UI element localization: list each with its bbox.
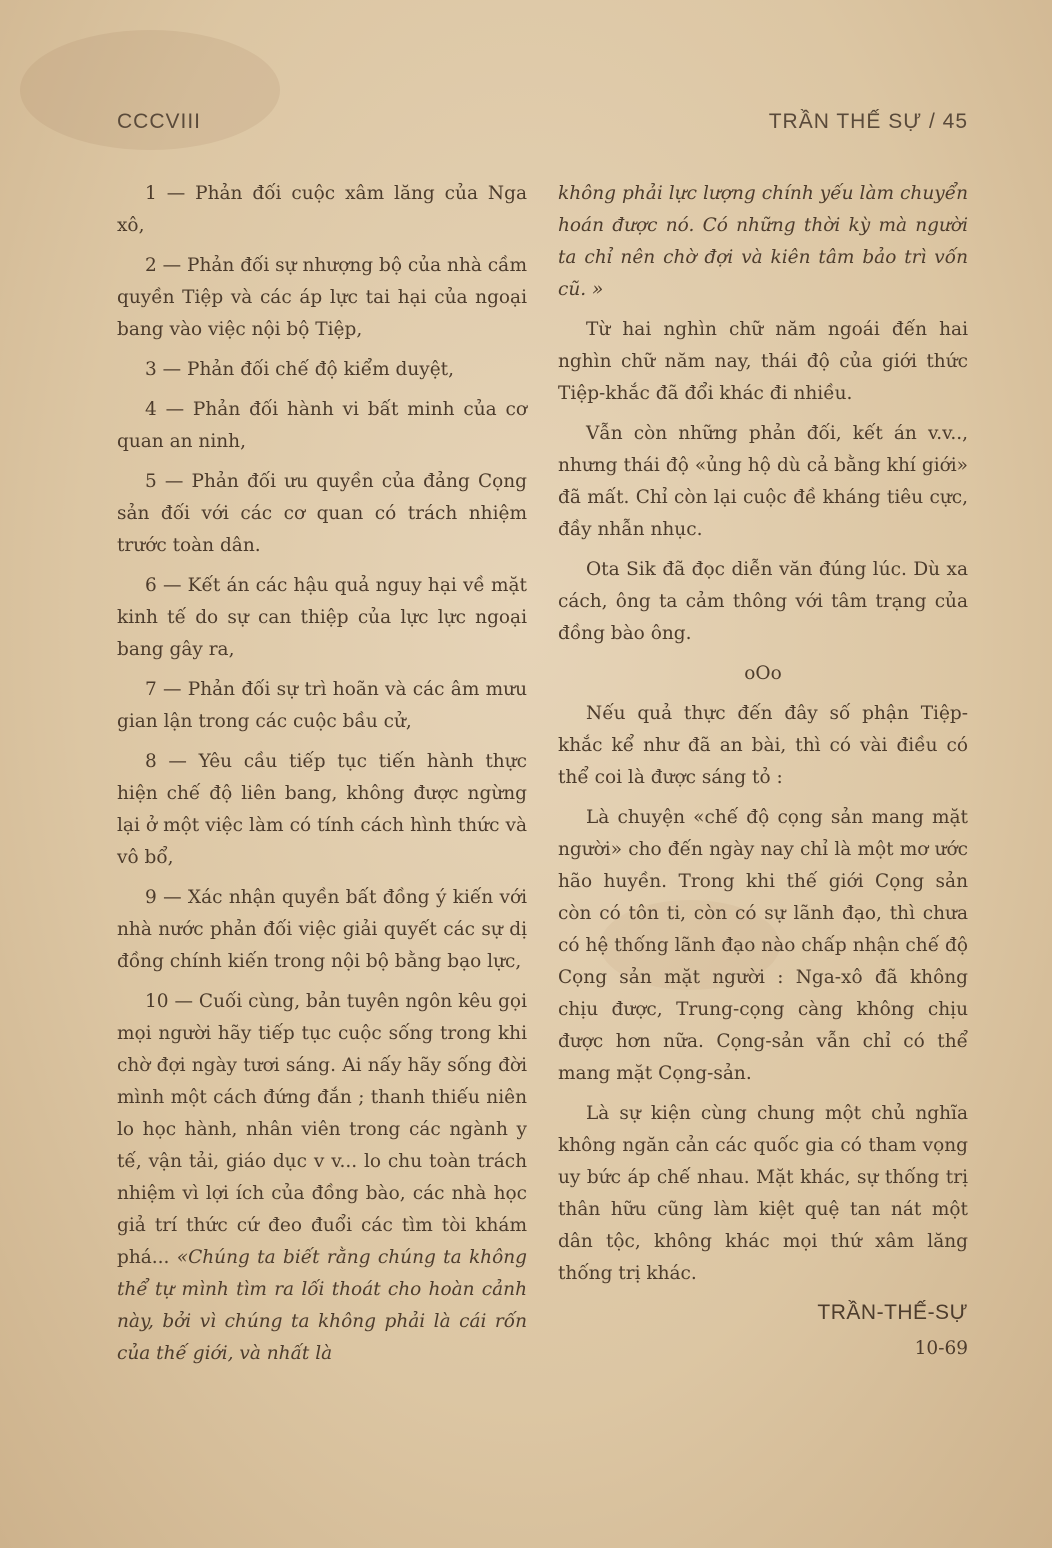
paragraph: Từ hai nghìn chữ năm ngoái đến hai nghìn chữ năm nay, thái độ của giới thức Tiệp-khắc đã đổi khác đi nhiều. xyxy=(558,319,968,404)
paragraph-text: 10 — Cuối cùng, bản tuyên ngôn kêu gọi mọi người hãy tiếp tục cuộc sống trong khi chờ đợi ngày tươi sáng. Ai nấy hãy sống đời mình một cách đứng đắn ; thanh thiếu niên lo học hành, nhân viên trong các ngành y tế, vận tải, giáo dục v v... lo chu toàn trách nhiệm vì lợi ích của đồng bào, các nhà học giả trí thức cứ đeo đuổi các tìm tòi khám phá... xyxy=(117,991,527,1268)
paragraph: 8 — Yêu cầu tiếp tục tiến hành thực hiện chế độ liên bang, không được ngừng lại ở một việc làm có tính cách hình thức và vô bổ, xyxy=(117,751,527,868)
paragraph: 6 — Kết án các hậu quả nguy hại về mặt kinh tế do sự can thiệp của lực lực ngoại bang gây ra, xyxy=(117,575,527,660)
page-header-right: TRẦN THẾ SỰ / 45 xyxy=(768,110,968,133)
italic-paragraph: không phải lực lượng chính yếu làm chuyển hoán được nó. Có những thời kỳ mà người ta chỉ nên chờ đợi và kiên tâm bảo trì vốn cũ. » xyxy=(558,183,968,300)
paragraph: Ota Sik đã đọc diễn văn đúng lúc. Dù xa cách, ông ta cảm thông với tâm trạng của đồng bào ông. xyxy=(558,559,968,644)
date-line: 10-69 xyxy=(914,1338,968,1359)
quoted-italic-text: «Chúng ta biết rằng chúng ta không thể tự mình tìm ra lối thoát cho hoàn cảnh này, bởi vì chúng ta không phải là cái rốn của thế giới, và nhất là xyxy=(117,1247,527,1364)
paragraph: Vẫn còn những phản đối, kết án v.v.., nhưng thái độ «ủng hộ dù cả bằng khí giới» đã mất. Chỉ còn lại cuộc đề kháng tiêu cực, đầy nhẫn nhục. xyxy=(558,423,968,540)
paragraph xyxy=(117,986,527,1370)
author-signature: TRẦN-THẾ-SỰ xyxy=(817,1301,968,1324)
paragraph: 1 — Phản đối cuộc xâm lăng của Nga xô, xyxy=(117,183,527,236)
section-separator: oOo xyxy=(744,663,782,684)
right-column xyxy=(558,178,968,1370)
paragraph: 2 — Phản đối sự nhượng bộ của nhà cầm quyền Tiệp và các áp lực tai hại của ngoại bang vào việc nội bộ Tiệp, xyxy=(117,255,528,340)
paragraph: Là sự kiện cùng chung một chủ nghĩa không ngăn cản các quốc gia có tham vọng uy bức áp chế nhau. Mặt khác, sự thống trị thân hữu cũng làm kiệt quệ tan nát một dân tộc, không khác mọi thứ xâm lăng thống trị khác. xyxy=(558,1103,968,1284)
paragraph: 5 — Phản đối ưu quyền của đảng Cọng sản đối với các cơ quan có trách nhiệm trước toàn dân. xyxy=(117,471,527,556)
paragraph: 9 — Xác nhận quyền bất đồng ý kiến với nhà nước phản đối việc giải quyết các sự dị đồng chính kiến trong nội bộ bằng bạo lực, xyxy=(117,887,527,972)
paragraph: 4 — Phản đối hành vi bất minh của cơ quan an ninh, xyxy=(117,399,527,452)
paragraph: 7 — Phản đối sự trì hoãn và các âm mưu gian lận trong các cuộc bầu cử, xyxy=(117,679,527,732)
paragraph: Nếu quả thực đến đây số phận Tiệp-khắc kể như đã an bài, thì có vài điều có thể coi là được sáng tỏ : xyxy=(558,703,968,788)
paragraph: Là chuyện «chế độ cọng sản mang mặt người» cho đến ngày nay chỉ là một mơ ước hão huyền. Trong khi thế giới Cọng sản còn có tôn ti, còn có sự lãnh đạo, thì chưa có hệ thống lãnh đạo nào chấp nhận chế độ Cọng sản mặt người : Nga-xô đã không chịu được, Trung-cọng càng không chịu được hơn nữa. Cọng-sản vẫn chỉ có thể mang mặt Cọng-sản. xyxy=(558,807,968,1084)
paragraph: 3 — Phản đối chế độ kiểm duyệt, xyxy=(145,359,454,380)
left-column xyxy=(117,178,527,1378)
page-header-left: CCCVIII xyxy=(117,110,202,133)
